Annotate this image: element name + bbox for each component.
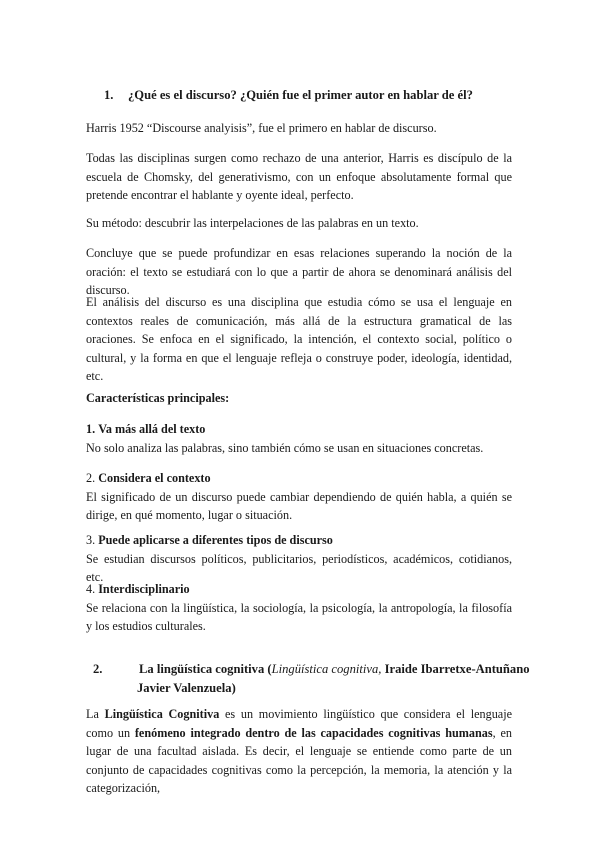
section-2-title-c: Iraide Ibarretxe-Antuñano Javier Valenzuela) — [137, 662, 530, 695]
characteristic-item-heading — [86, 580, 512, 599]
characteristic-item-number: 2. — [86, 471, 96, 485]
characteristics-title: Características principales: — [86, 391, 230, 405]
paragraph-analisis-definicion: El análisis del discurso es una disciplina que estudia cómo se usa el lenguaje en contextos reales de comunicación, más allá de la estructura gramatical de las oraciones. Se enfoca en el significado, la intención, el contexto social, político o cultural, y la forma en que el lenguaje refleja o construye poder, ideología, identidad, etc. — [86, 295, 512, 383]
characteristic-item — [86, 580, 512, 636]
section-1-title: ¿Qué es el discurso? ¿Quién fue el primer autor en hablar de él? — [128, 88, 473, 102]
section-2-title-italic: Lingüística cognitiva, — [271, 662, 382, 676]
section-1-heading — [104, 86, 524, 105]
characteristic-item-heading — [86, 420, 512, 439]
characteristic-item-number: 4. — [86, 582, 96, 596]
term-linguistica-cognitiva: Lingüística Cognitiva — [104, 707, 220, 721]
characteristic-item-title: Va más allá del texto — [98, 422, 206, 436]
characteristic-item-title: Interdisciplinario — [98, 582, 190, 596]
characteristic-item-number: 3. — [86, 533, 96, 547]
characteristic-item-title: Puede aplicarse a diferentes tipos de discurso — [98, 533, 333, 547]
section-2-heading — [93, 660, 542, 697]
paragraph-text: es un movimiento lingüístico que considera el lenguaje como un — [86, 707, 512, 740]
characteristic-item-body: Se estudian discursos políticos, publicitarios, periodísticos, académicos, cotidianos, etc. — [86, 551, 512, 584]
characteristic-item — [86, 469, 512, 525]
characteristic-item-heading — [86, 531, 512, 550]
characteristic-item — [86, 420, 512, 457]
paragraph-text: La — [86, 707, 105, 721]
term-fenomeno-integrado: fenómeno integrado dentro de las capacidades cognitivas humanas — [134, 725, 493, 740]
characteristic-item-title: Considera el contexto — [98, 471, 211, 485]
paragraph-text: , en lugar de una facultad aislada. Es decir, el lenguaje se entiende como parte de un conjunto de capacidades cognitivas como la percepción, la memoria, la atención y la categorización, — [86, 725, 512, 795]
characteristic-item-body: Se relaciona con la lingüística, la sociología, la psicología, la antropología, la filosofía y los estudios culturales. — [86, 600, 512, 633]
section-2-title-a: La lingüística cognitiva ( — [139, 662, 272, 676]
paragraph-metodo: Su método: descubrir las interpelaciones de las palabras en un texto. — [86, 216, 419, 230]
paragraph-linguistica-cognitiva — [86, 705, 512, 798]
characteristic-item-heading — [86, 469, 512, 488]
paragraph-disciplinas: Todas las disciplinas surgen como rechazo de una anterior, Harris es discípulo de la escuela de Chomsky, del generativismo, con un enfoque absolutamente formal que pretende encontrar el hablante y oyente ideal, perfecto. — [86, 151, 512, 202]
paragraph-concluye: Concluye que se puede profundizar en esas relaciones superando la noción de la oración: el texto se estudiará con lo que a partir de ahora se denominará análisis del discurso. — [86, 246, 512, 297]
section-1-number: 1. — [104, 88, 114, 102]
section-2-number: 2. — [93, 662, 103, 676]
characteristic-item — [86, 531, 512, 587]
characteristic-item-body: El significado de un discurso puede cambiar dependiendo de quién habla, a quién se dirige, en qué momento, lugar o situación. — [86, 489, 512, 522]
characteristic-item-body: No solo analiza las palabras, sino también cómo se usan en situaciones concretas. — [86, 440, 484, 455]
characteristic-item-number: 1. — [86, 422, 96, 436]
paragraph-harris: Harris 1952 “Discourse analyisis”, fue el primero en hablar de discurso. — [86, 121, 437, 135]
characteristics-heading — [86, 389, 512, 408]
